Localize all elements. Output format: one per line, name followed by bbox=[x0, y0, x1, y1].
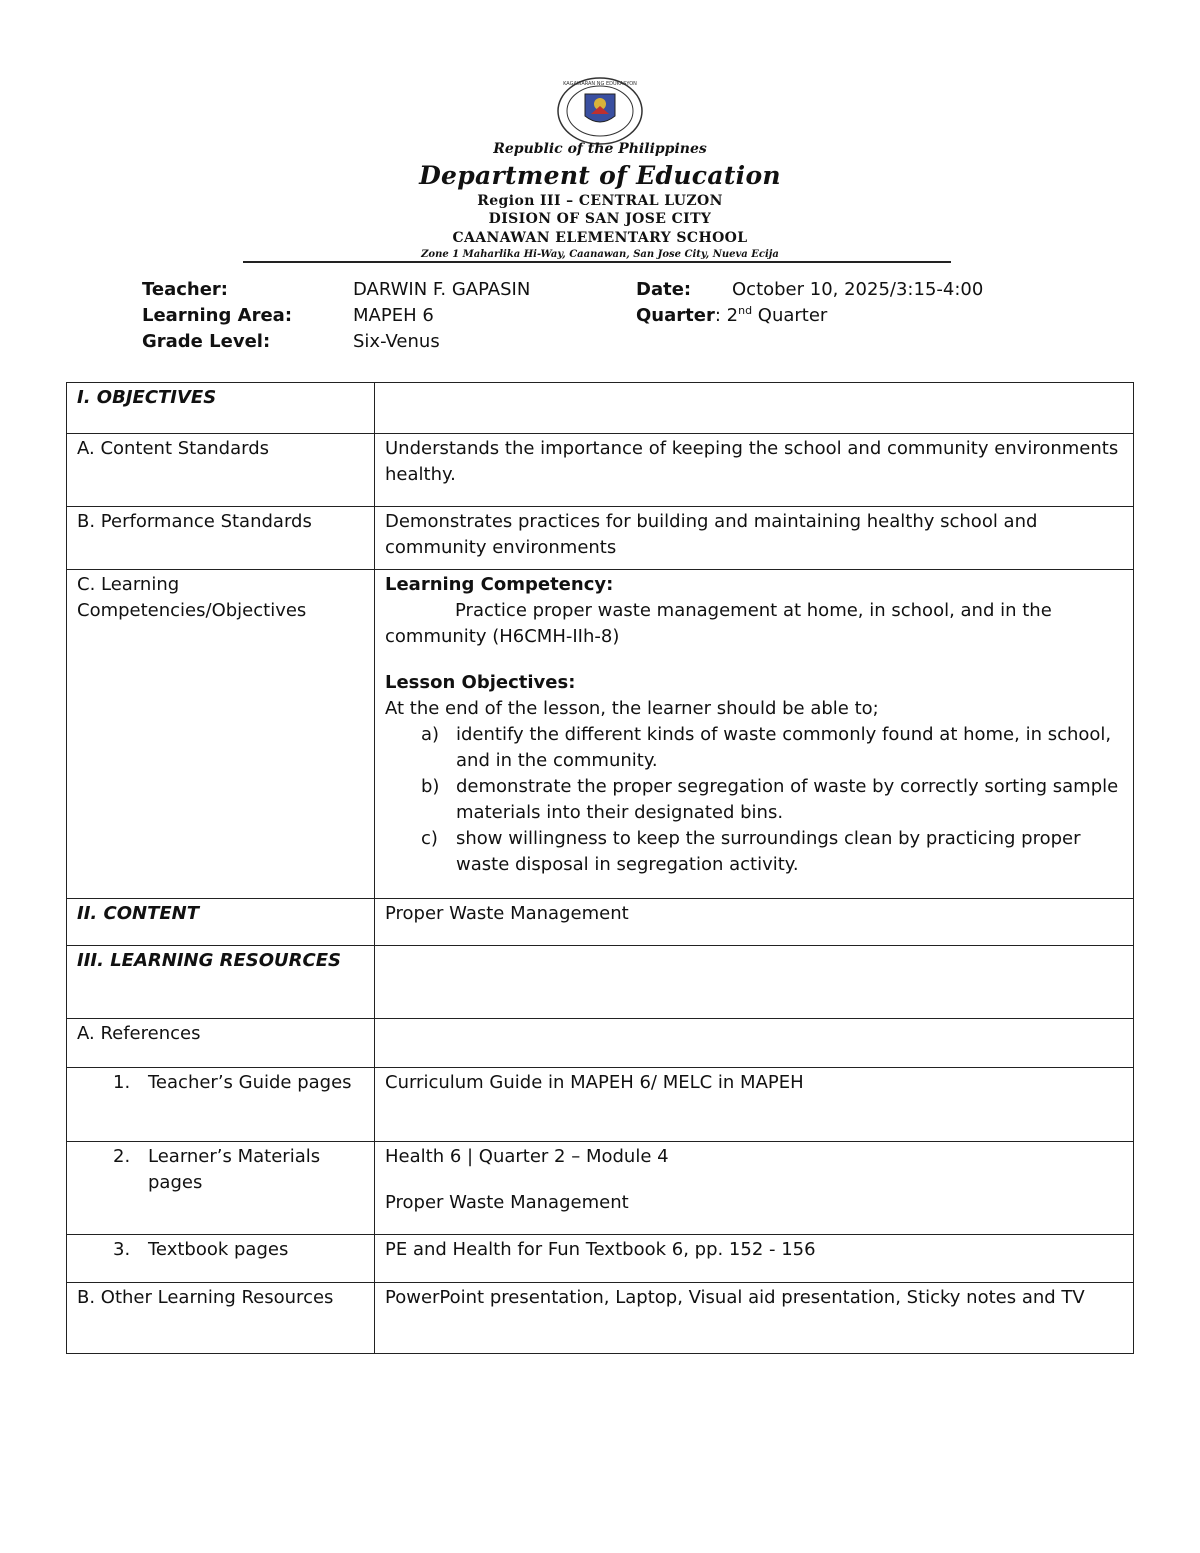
teacher-value: DARWIN F. GAPASIN bbox=[353, 279, 531, 300]
table-row bbox=[67, 1019, 1134, 1068]
references-label: A. References bbox=[67, 1019, 375, 1068]
school-address: Zone 1 Maharlika Hi-Way, Caanawan, San Jose City, Nueva Ecija bbox=[421, 249, 779, 260]
table-row bbox=[67, 1235, 1134, 1283]
republic-label: Republic of the Philippines bbox=[493, 141, 707, 157]
performance-standards-value: Demonstrates practices for building and maintaining healthy school and community environments bbox=[375, 507, 1134, 570]
list-item: a) identify the different kinds of waste commonly found at home, in school, and in the community. bbox=[421, 724, 1112, 771]
department-title: Department of Education bbox=[419, 161, 781, 190]
grade-level-label: Grade Level: bbox=[142, 331, 271, 352]
content-heading: II. CONTENT bbox=[67, 899, 375, 946]
division-label: DISION OF SAN JOSE CITY bbox=[488, 211, 712, 227]
table-row bbox=[67, 507, 1134, 570]
table-row bbox=[67, 1068, 1134, 1142]
table-row bbox=[67, 570, 1134, 899]
quarter-number: : 2 bbox=[714, 305, 739, 326]
table-row bbox=[67, 899, 1134, 946]
teachers-guide-value: Curriculum Guide in MAPEH 6/ MELC in MAPEH bbox=[375, 1068, 1134, 1142]
competency-text: Practice proper waste management at home, in school, and in the community (H6CMH-IIh-8) bbox=[385, 600, 1052, 647]
quarter-label: Quarter bbox=[636, 305, 715, 326]
table-row bbox=[67, 1283, 1134, 1354]
competencies-cell bbox=[375, 570, 1134, 899]
quarter-value: Quarter bbox=[752, 305, 828, 326]
grade-level-value: Six-Venus bbox=[353, 331, 440, 352]
svg-text:KAGAWARAN NG EDUKASYON: KAGAWARAN NG EDUKASYON bbox=[563, 81, 637, 87]
table-row bbox=[67, 1142, 1134, 1235]
content-standards-value: Understands the importance of keeping the school and community environments healthy. bbox=[375, 434, 1134, 507]
learning-area-label: Learning Area: bbox=[142, 305, 293, 326]
date-value: October 10, 2025/3:15-4:00 bbox=[732, 279, 984, 300]
list-item: b) demonstrate the proper segregation of waste by correctly sorting sample materials into their designated bins. bbox=[421, 776, 1119, 823]
quarter-suffix: nd bbox=[738, 304, 753, 317]
objectives-heading: I. OBJECTIVES bbox=[67, 383, 375, 434]
table-row bbox=[67, 946, 1134, 1019]
table-row bbox=[67, 383, 1134, 434]
teachers-guide-label: 1. Teacher’s Guide pages bbox=[67, 1068, 375, 1142]
references-cell bbox=[375, 1019, 1134, 1068]
resources-cell bbox=[375, 946, 1134, 1019]
quarter-row bbox=[636, 305, 827, 326]
resources-heading: III. LEARNING RESOURCES bbox=[67, 946, 375, 1019]
region-label: Region III – CENTRAL LUZON bbox=[477, 193, 723, 209]
lesson-objectives-list bbox=[385, 722, 1123, 878]
table-row bbox=[67, 434, 1134, 507]
header-divider bbox=[243, 261, 951, 263]
school-name: CAANAWAN ELEMENTARY SCHOOL bbox=[452, 230, 748, 246]
other-resources-value: PowerPoint presentation, Laptop, Visual aid presentation, Sticky notes and TV bbox=[375, 1283, 1134, 1354]
lesson-objectives-heading: Lesson Objectives: bbox=[385, 672, 576, 693]
lesson-plan-table bbox=[66, 382, 1134, 1354]
learners-materials-value: Health 6 | Quarter 2 – Module 4 Proper Waste Management bbox=[375, 1142, 1134, 1235]
learning-area-value: MAPEH 6 bbox=[353, 305, 434, 326]
objectives-cell bbox=[375, 383, 1134, 434]
list-item: c) show willingness to keep the surroundings clean by practicing proper waste disposal in segregation activity. bbox=[421, 828, 1081, 875]
date-label: Date: bbox=[636, 279, 692, 300]
learners-materials-label: 2. Learner’s Materials pages bbox=[67, 1142, 375, 1235]
other-resources-label: B. Other Learning Resources bbox=[67, 1283, 375, 1354]
spacer bbox=[385, 650, 1123, 670]
textbook-value: PE and Health for Fun Textbook 6, pp. 152 - 156 bbox=[375, 1235, 1134, 1283]
textbook-label: 3. Textbook pages bbox=[67, 1235, 375, 1283]
content-value: Proper Waste Management bbox=[375, 899, 1134, 946]
content-standards-label: A. Content Standards bbox=[67, 434, 375, 507]
competency-heading: Learning Competency: bbox=[385, 574, 614, 595]
competencies-label: C. Learning Competencies/Objectives bbox=[67, 570, 375, 899]
lesson-objectives-intro: At the end of the lesson, the learner should be able to; bbox=[385, 698, 879, 719]
deped-seal-logo bbox=[555, 76, 645, 146]
teacher-label: Teacher: bbox=[142, 279, 229, 300]
performance-standards-label: B. Performance Standards bbox=[67, 507, 375, 570]
